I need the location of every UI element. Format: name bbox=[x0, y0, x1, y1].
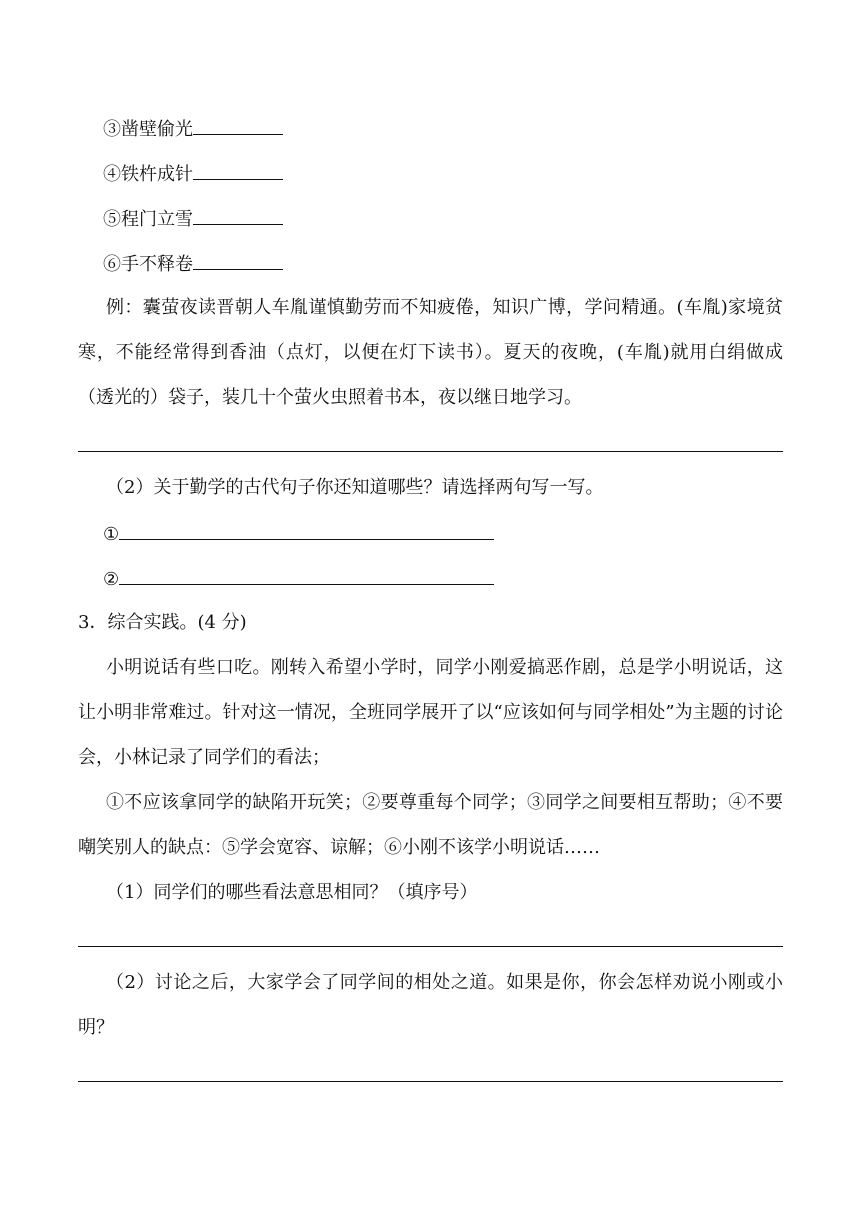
answer-item bbox=[103, 521, 494, 547]
idiom-label: ⑤程门立雪 bbox=[103, 209, 193, 230]
answer-line[interactable] bbox=[78, 946, 783, 947]
idiom-item bbox=[103, 161, 283, 187]
answer-blank[interactable] bbox=[119, 566, 494, 585]
answer-blank[interactable] bbox=[193, 251, 283, 270]
answer-blank[interactable] bbox=[193, 116, 283, 135]
question-prompt: （2）关于勤学的古代句子你还知道哪些？请选择两句写一写。 bbox=[106, 477, 604, 498]
answer-blank[interactable] bbox=[193, 206, 283, 225]
opinions-paragraph: ①不应该拿同学的缺陷开玩笑；②要尊重每个同学；③同学之间要相互帮助；④不要嘲笑别人的缺点：⑤学会宽容、谅解；⑥小刚不该学小明说话…… bbox=[78, 792, 783, 858]
idiom-label: ④铁杵成针 bbox=[103, 164, 193, 185]
answer-blank[interactable] bbox=[119, 521, 494, 540]
question-prompt: （2）讨论之后，大家学会了同学间的相处之道。如果是你，你会怎样劝说小刚或小明？ bbox=[78, 972, 783, 1038]
idiom-item bbox=[103, 116, 283, 142]
question-prompt: （1）同学们的哪些看法意思相同？（填序号） bbox=[106, 882, 478, 903]
answer-line[interactable] bbox=[78, 451, 783, 452]
answer-item bbox=[103, 566, 494, 592]
idiom-label: ⑥手不释卷 bbox=[103, 254, 193, 275]
item-marker: ② bbox=[103, 569, 120, 590]
idiom-item bbox=[103, 206, 283, 232]
idiom-label: ③凿壁偷光 bbox=[103, 119, 193, 140]
section-title: 3．综合实践。(4 分) bbox=[78, 612, 247, 633]
example-paragraph: 例：囊萤夜读晋朝人车胤谨慎勤劳而不知疲倦，知识广博，学问精通。(车胤)家境贫寒，不能经常得到香油（点灯，以便在灯下读书）。夏天的夜晚，(车胤)就用白绢做成（透光的）袋子，装几十个萤火虫照着书本，夜以继日地学习。 bbox=[78, 297, 783, 408]
idiom-item bbox=[103, 251, 283, 277]
story-paragraph: 小明说话有些口吃。刚转入希望小学时，同学小刚爱搞恶作剧，总是学小明说话，这让小明非常难过。针对这一情况，全班同学展开了以“应该如何与同学相处”为主题的讨论会，小林记录了同学们的看法； bbox=[78, 657, 783, 768]
answer-blank[interactable] bbox=[193, 161, 283, 180]
answer-line[interactable] bbox=[78, 1081, 783, 1082]
item-marker: ① bbox=[103, 524, 120, 545]
